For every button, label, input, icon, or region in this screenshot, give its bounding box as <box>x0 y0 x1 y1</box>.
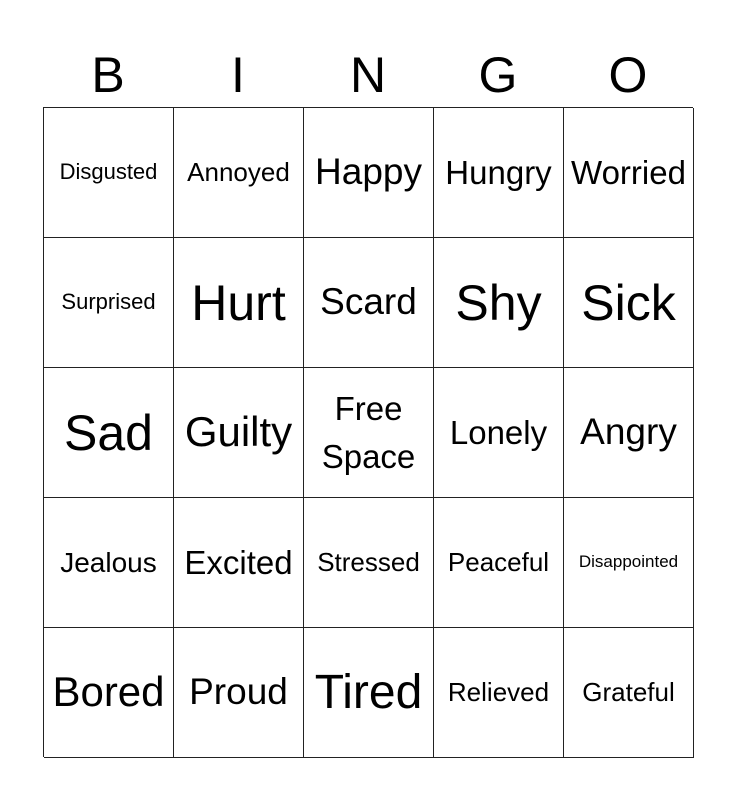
bingo-cell <box>434 368 564 498</box>
bingo-cell <box>174 498 304 628</box>
bingo-cell <box>174 628 304 758</box>
cell-label: Proud <box>189 671 288 713</box>
bingo-cell <box>174 368 304 498</box>
bingo-cell <box>304 498 434 628</box>
bingo-cell <box>434 498 564 628</box>
cell-label: Guilty <box>184 408 293 456</box>
cell-label: Happy <box>315 151 422 193</box>
cell-label: Peaceful <box>447 546 550 577</box>
cell-label: Disappointed <box>578 552 679 572</box>
free-space-cell <box>304 368 434 498</box>
cell-label: Worried <box>571 153 686 191</box>
header-letter-b: B <box>91 47 125 103</box>
bingo-cell <box>434 108 564 238</box>
header-letter-n: N <box>349 47 387 103</box>
cell-label: Free Space <box>321 389 416 475</box>
bingo-cell <box>44 368 174 498</box>
header-letter-g: G <box>478 47 518 103</box>
cell-label: Annoyed <box>187 156 290 187</box>
cell-label: Scard <box>320 281 417 323</box>
bingo-cell <box>304 628 434 758</box>
cell-label: Grateful <box>582 676 675 707</box>
bingo-cell <box>564 368 694 498</box>
cell-label: Surprised <box>61 289 156 315</box>
cell-label: Hungry <box>445 153 552 191</box>
bingo-cell <box>174 238 304 368</box>
bingo-cell <box>44 108 174 238</box>
cell-label: Angry <box>580 411 677 453</box>
bingo-cell <box>304 108 434 238</box>
bingo-cell <box>304 238 434 368</box>
cell-label: Bored <box>52 668 165 716</box>
cell-label: Stressed <box>317 546 420 577</box>
cell-label: Jealous <box>60 546 157 578</box>
bingo-cell <box>564 238 694 368</box>
cell-label: Shy <box>455 274 542 331</box>
bingo-cell <box>434 628 564 758</box>
bingo-cell <box>564 628 694 758</box>
cell-label: Lonely <box>449 413 548 451</box>
header-letter-i: I <box>231 47 245 103</box>
bingo-cell <box>564 498 694 628</box>
bingo-cell <box>44 628 174 758</box>
bingo-cell <box>44 238 174 368</box>
bingo-cell <box>434 238 564 368</box>
bingo-cell <box>564 108 694 238</box>
cell-label: Sick <box>581 274 676 331</box>
cell-label: Disgusted <box>59 159 158 185</box>
bingo-header <box>43 45 693 105</box>
cell-label: Sad <box>64 404 153 461</box>
cell-label: Hurt <box>191 274 286 331</box>
header-letter-o: O <box>608 47 648 103</box>
cell-label: Excited <box>184 543 293 581</box>
bingo-cell <box>174 108 304 238</box>
bingo-cell <box>44 498 174 628</box>
cell-label: Relieved <box>447 676 550 707</box>
cell-label: Tired <box>314 665 423 719</box>
bingo-board <box>43 107 693 757</box>
